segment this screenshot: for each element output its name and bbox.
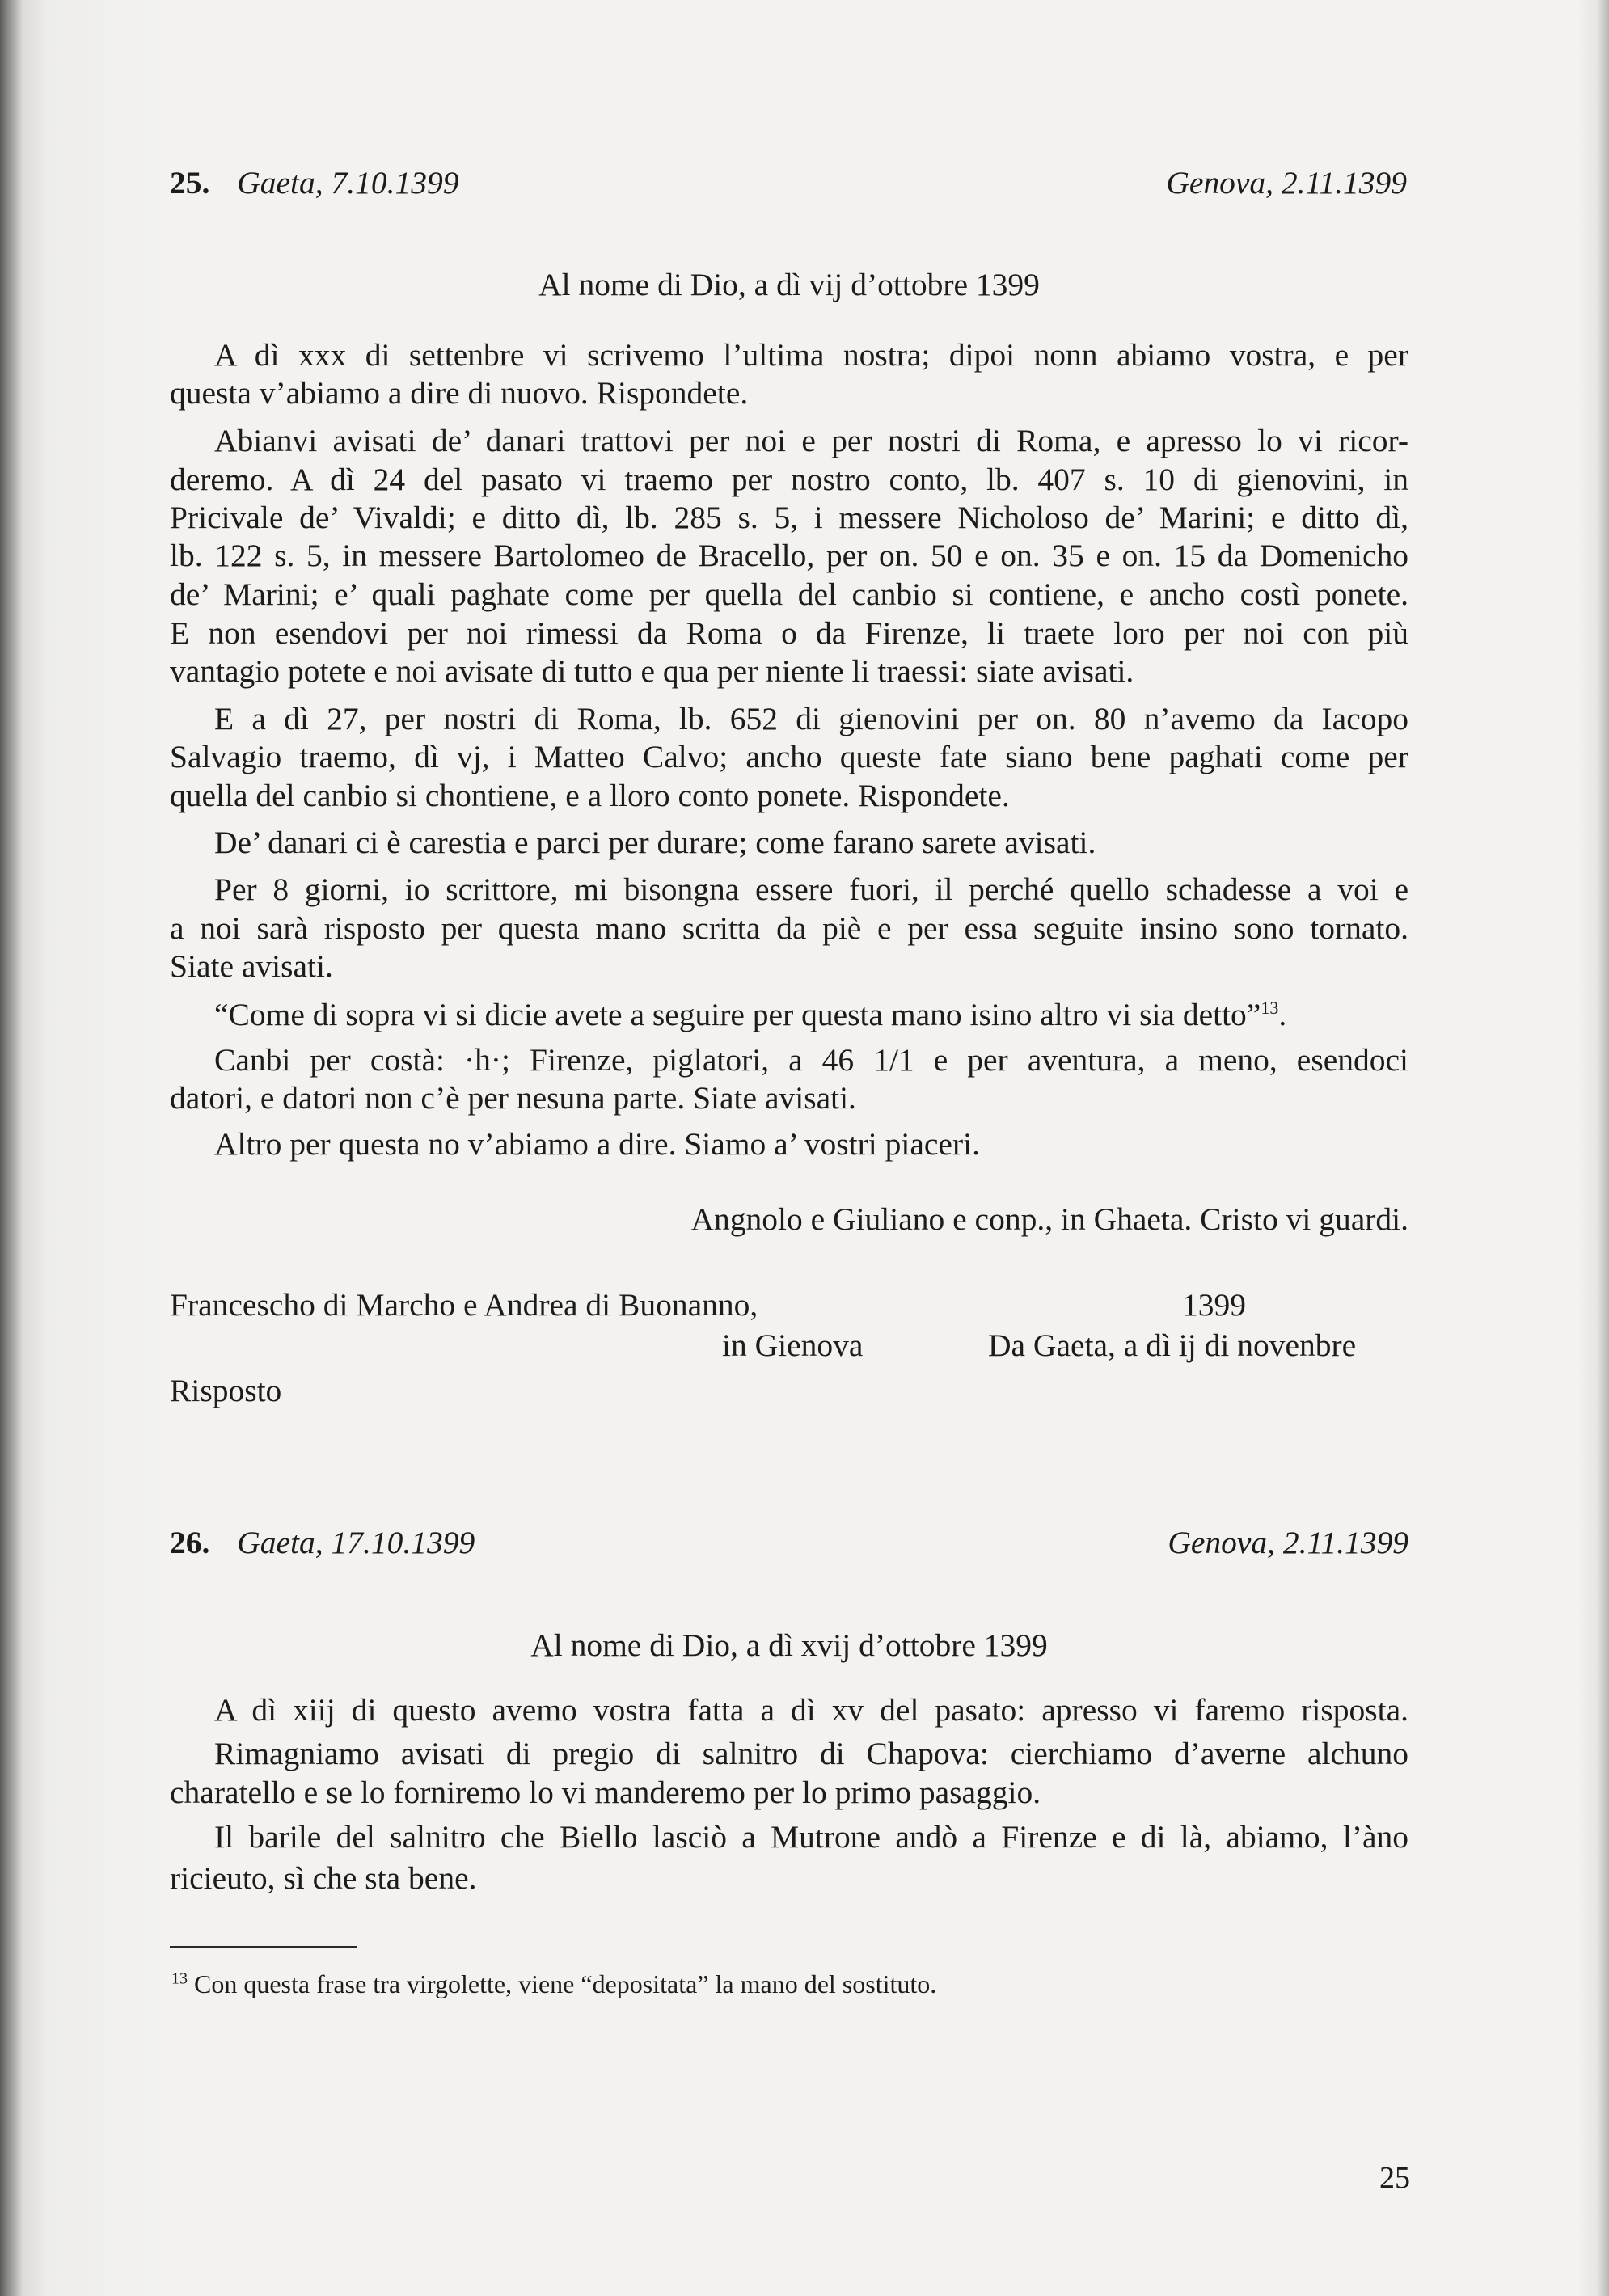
letter-25-line: quella del canbio si chontiene, e a lloro conto ponete. Rispondete.: [170, 778, 1010, 813]
letter-26-header: [170, 1524, 1408, 1561]
letter-25-line: Salvagio traemo, dì vj, i Matteo Calvo; ancho queste fate siano bene paghati come per: [170, 739, 1408, 774]
letter-25-line: Pricivale de’ Vivaldi; e ditto dì, lb. 285 s. 5, i messere Nicholoso de’ Marini; e ditto dì,: [170, 500, 1408, 535]
letter-26-line: A dì xiij di questo avemo vostra fatta a dì xv del pasato: apresso vi faremo risposta.: [214, 1692, 1408, 1728]
letter-25-line: Per 8 giorni, io scrittore, mi bisongna essere fuori, il perché quello schadesse a voi e: [214, 872, 1408, 907]
letter-25-address-place: in Gienova: [722, 1327, 864, 1363]
letter-25-line: De’ danari ci è carestia e parci per durare; come farano sarete avisati.: [214, 825, 1096, 860]
letter-25-signature: Angnolo e Giuliano e conp., in Ghaeta. Cristo vi guardi.: [690, 1201, 1408, 1237]
letter-25-quote-line: “Come di sopra vi si dicie avete a seguire per questa mano isino altro vi sia detto”$^{13}$.: [214, 997, 1287, 1032]
letter-25-line: lb. 122 s. 5, in messere Bartolomeo de Bracello, per on. 50 e on. 35 e on. 15 da Domenicho: [170, 538, 1408, 573]
letter-25-header: [170, 164, 1407, 201]
letter-25-line: deremo. A dì 24 del pasato vi traemo per nostro conto, lb. 407 s. 10 di gienovini, in: [170, 462, 1408, 497]
letter-25-line: A dì xxx di settenbre vi scrivemo l’ultima nostra; dipoi nonn abiamo vostra, e per: [214, 337, 1408, 373]
page-number: 25: [1379, 2161, 1410, 2195]
letter-25-line: datori, e datori non c’è per nesuna parte. Siate avisati.: [170, 1080, 856, 1116]
footnote: [171, 1965, 936, 2003]
letter-26-origin: Gaeta, 17.10.1399: [237, 1525, 475, 1560]
letter-26-heading: Al nome di Dio, a dì xvij d’ottobre 1399: [530, 1627, 1048, 1663]
letter-25-line: Siate avisati.: [170, 948, 333, 984]
letter-25-origin: Gaeta, 7.10.1399: [237, 165, 459, 200]
letter-25-line: Abianvi avisati de’ danari trattovi per noi e per nostri di Roma, e apresso lo vi ricor-: [214, 423, 1408, 458]
letter-26-line: Il barile del salnitro che Biello lasciò a Mutrone andò a Firenze e di là, abiamo, l’àno: [214, 1819, 1408, 1855]
letter-26-line: Rimagniamo avisati di pregio di salnitro di Chapova: cierchiamo d’averne alchuno: [214, 1736, 1408, 1771]
letter-25-line: a noi sarà risposto per questa mano scritta da piè e per essa seguite insino sono tornato.: [170, 910, 1408, 946]
letter-26-number: 26.: [170, 1525, 210, 1560]
letter-25-line: Canbi per costà: ·h·; Firenze, piglatori, a 46 1/1 e per aventura, a meno, esendoci: [214, 1042, 1408, 1078]
letter-25-quote: “Come di sopra vi si dicie avete a seguire per questa mano isino altro vi sia detto”: [214, 997, 1261, 1032]
letter-25-address-year: 1399: [1182, 1287, 1246, 1323]
letter-25-destination: Genova, 2.11.1399: [1166, 165, 1407, 200]
letter-25-number: 25.: [170, 165, 210, 200]
letter-25-address-recipients: Francescho di Marcho e Andrea di Buonanno,: [170, 1287, 758, 1323]
letter-25-line: E a dì 27, per nostri di Roma, lb. 652 di gienovini per on. 80 n’avemo da Iacopo: [214, 701, 1408, 736]
letter-25-line: vantagio potete e noi avisate di tutto e qua per niente li traessi: siate avisati.: [170, 653, 1134, 689]
footnote-rule: [170, 1946, 357, 1948]
letter-26-destination: Genova, 2.11.1399: [1168, 1525, 1408, 1560]
footnote-text: Con questa frase tra virgolette, viene “depositata” la mano del sostituto.: [194, 1969, 937, 1998]
letter-25-line: Altro per questa no v’abiamo a dire. Siamo a’ vostri piaceri.: [214, 1126, 980, 1162]
letter-25-reply-note: Risposto: [170, 1373, 282, 1408]
letter-25-address-date: Da Gaeta, a dì ij di novenbre: [988, 1327, 1357, 1363]
footnote-number: 13: [171, 1969, 188, 1988]
letter-26-line: charatello e se lo forniremo lo vi manderemo per lo primo pasaggio.: [170, 1775, 1041, 1810]
footnote-ref: 13: [1261, 997, 1279, 1018]
letter-25-line: de’ Marini; e’ quali paghate come per quella del canbio si contiene, e ancho costì ponete.: [170, 576, 1408, 612]
letter-26-line: ricieuto, sì che sta bene.: [170, 1860, 477, 1896]
letter-25-line: questa v’abiamo a dire di nuovo. Rispondete.: [170, 375, 749, 411]
letter-25-heading: Al nome di Dio, a dì vij d’ottobre 1399: [538, 267, 1040, 302]
letter-25-line: E non esendovi per noi rimessi da Roma o da Firenze, li traete loro per noi con più: [170, 615, 1408, 651]
